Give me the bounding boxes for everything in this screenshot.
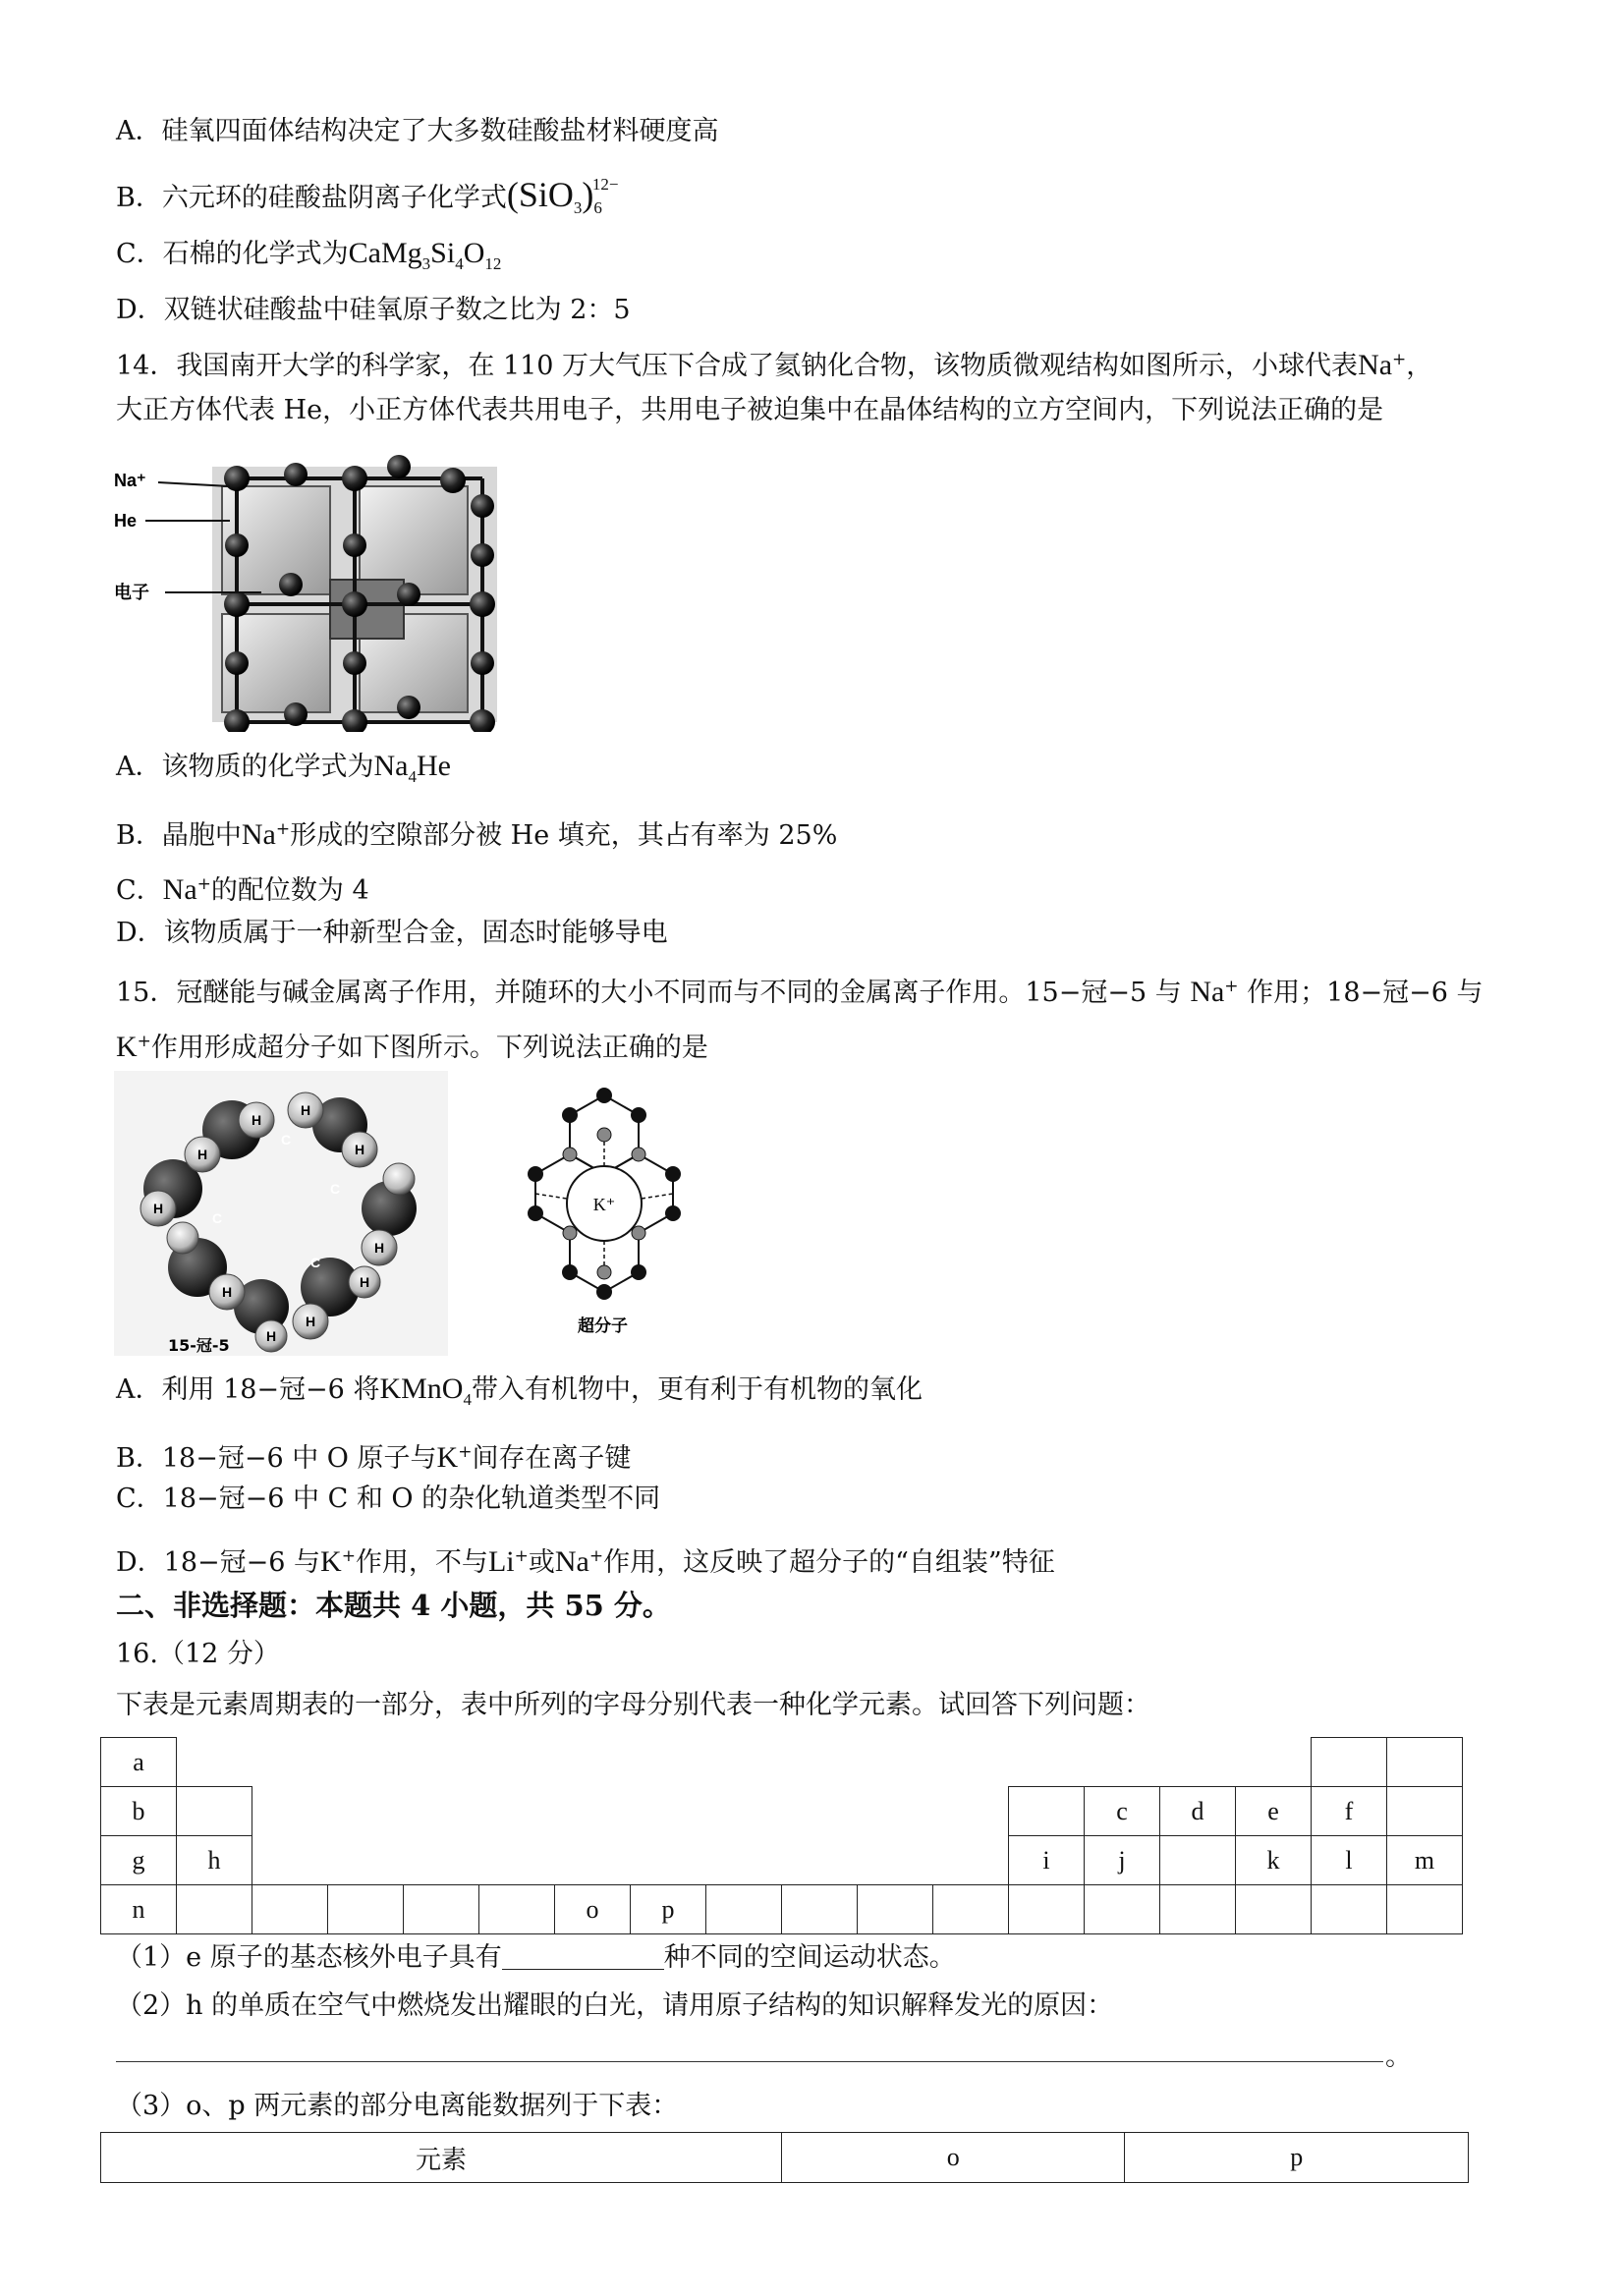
periodic-cell — [706, 1787, 782, 1836]
ie-header-o: o — [782, 2133, 1125, 2183]
ionization-energy-table — [100, 2132, 1469, 2183]
periodic-cell — [252, 1787, 328, 1836]
periodic-cell: c — [1085, 1787, 1160, 1836]
q13-option-a: A．硅氧四面体结构决定了大多数硅酸盐材料硬度高 — [116, 116, 719, 146]
q14-option-d: D．该物质属于一种新型合金，固态时能够导电 — [116, 918, 668, 948]
q14-stem-line2: 大正方体代表 He，小正方体代表共用电子，共用电子被迫集中在晶体结构的立方空间内，下列说法正确的是 — [116, 395, 1384, 425]
q15-stem-line1: 15．冠醚能与碱金属离子作用，并随环的大小不同而与不同的金属离子作用。15−冠−5 与 Na+ 作用；18−冠−6 与 — [116, 976, 1483, 1008]
periodic-row — [101, 1836, 1463, 1885]
periodic-cell — [252, 1738, 328, 1787]
periodic-cell — [1160, 1836, 1236, 1885]
periodic-cell — [328, 1787, 404, 1836]
periodic-cell: h — [177, 1836, 252, 1885]
periodic-cell — [1009, 1738, 1085, 1787]
periodic-cell — [1009, 1787, 1085, 1836]
svg-text:H: H — [152, 1201, 164, 1216]
answer-blank[interactable] — [502, 1939, 664, 1970]
periodic-cell — [555, 1738, 631, 1787]
periodic-cell — [858, 1738, 933, 1787]
periodic-cell: o — [555, 1885, 631, 1934]
q16-intro: 下表是元素周期表的一部分，表中所列的字母分别代表一种化学元素。试回答下列问题： — [116, 1690, 1150, 1720]
q15-option-c: C．18−冠−6 中 C 和 O 的杂化轨道类型不同 — [116, 1484, 661, 1514]
crown-ether-15-5-figure — [114, 1071, 448, 1356]
answer-line-end: 。 — [1385, 2042, 1412, 2072]
svg-text:H: H — [305, 1314, 316, 1329]
periodic-cell — [1160, 1738, 1236, 1787]
q13-option-b-text: B．六元环的硅酸盐阴离子化学式 — [116, 183, 507, 213]
svg-text:C: C — [211, 1210, 223, 1226]
periodic-cell — [404, 1836, 479, 1885]
periodic-cell — [631, 1836, 706, 1885]
periodic-cell — [328, 1738, 404, 1787]
periodic-cell — [328, 1885, 404, 1934]
label-electron: 电子 — [114, 583, 149, 603]
periodic-cell — [479, 1885, 555, 1934]
periodic-cell — [782, 1787, 858, 1836]
periodic-cell — [404, 1738, 479, 1787]
svg-text:H: H — [251, 1112, 262, 1128]
asbestos-formula: $CaMg_3Si_4O_{12}$ — [348, 237, 502, 273]
periodic-cell: j — [1085, 1836, 1160, 1885]
periodic-row — [101, 1787, 1463, 1836]
svg-text:H: H — [373, 1240, 385, 1256]
svg-text:C: C — [280, 1132, 292, 1148]
periodic-cell — [177, 1738, 252, 1787]
q13-option-c: C．石棉的化学式为$CaMg_3Si_4O_{12}$ — [116, 237, 502, 273]
svg-text:H: H — [196, 1147, 208, 1162]
q15-option-a: A．利用 18−冠−6 将KMnO$_4$带入有机物中，更有利于有机物的氧化 — [116, 1372, 923, 1409]
periodic-cell — [933, 1787, 1009, 1836]
q14-stem-line1: 14．我国南开大学的科学家，在 110 万大气压下合成了氦钠化合物，该物质微观结构如图所示，小球代表Na+， — [116, 349, 1433, 381]
periodic-cell: g — [101, 1836, 177, 1885]
periodic-cell — [706, 1738, 782, 1787]
svg-text:H: H — [265, 1328, 277, 1344]
crystal-structure-figure — [114, 447, 522, 732]
periodic-cell: p — [631, 1885, 706, 1934]
q16-sub2: （2）h 的单质在空气中燃烧发出耀眼的白光，请用原子结构的知识解释发光的原因： — [116, 1990, 1114, 2021]
periodic-cell — [706, 1885, 782, 1934]
k-ion-label: K⁺ — [592, 1195, 616, 1214]
periodic-cell — [1085, 1738, 1160, 1787]
periodic-cell — [328, 1836, 404, 1885]
periodic-cell — [858, 1836, 933, 1885]
periodic-cell — [1387, 1885, 1463, 1934]
periodic-cell — [404, 1885, 479, 1934]
periodic-cell — [631, 1787, 706, 1836]
periodic-row — [101, 1738, 1463, 1787]
svg-text:H: H — [359, 1274, 370, 1290]
periodic-cell: m — [1387, 1836, 1463, 1885]
svg-text:C: C — [329, 1181, 341, 1197]
ie-header-p: p — [1125, 2133, 1469, 2183]
periodic-cell — [1312, 1885, 1387, 1934]
answer-line[interactable] — [116, 2061, 1383, 2062]
periodic-cell — [555, 1787, 631, 1836]
periodic-cell — [177, 1885, 252, 1934]
periodic-cell — [782, 1885, 858, 1934]
periodic-cell — [1085, 1885, 1160, 1934]
periodic-cell: n — [101, 1885, 177, 1934]
svg-text:H: H — [354, 1142, 365, 1157]
periodic-cell: i — [1009, 1836, 1085, 1885]
q15-option-b: B．18−冠−6 中 O 原子与K+间存在离子键 — [116, 1441, 632, 1474]
q13-option-b-formula: $(SiO_3)_6^{12-}$ — [506, 175, 619, 217]
q16-sub3: （3）o、p 两元素的部分电离能数据列于下表： — [116, 2091, 679, 2121]
ie-header-element: 元素 — [101, 2133, 782, 2183]
periodic-cell — [933, 1836, 1009, 1885]
periodic-cell — [933, 1885, 1009, 1934]
periodic-cell — [177, 1787, 252, 1836]
q14-option-c: C．Na+的配位数为 4 — [116, 873, 369, 906]
periodic-cell: b — [101, 1787, 177, 1836]
q16-number: 16.（12 分） — [116, 1639, 280, 1669]
periodic-cell — [252, 1885, 328, 1934]
q13-option-d: D．双链状硅酸盐中硅氧原子数之比为 2：5 — [116, 295, 631, 325]
periodic-cell — [479, 1836, 555, 1885]
periodic-cell — [933, 1738, 1009, 1787]
label-he: He — [114, 511, 138, 531]
periodic-cell — [1387, 1738, 1463, 1787]
periodic-cell — [706, 1836, 782, 1885]
periodic-cell — [782, 1836, 858, 1885]
q16-sub1: （1）e 原子的基态核外电子具有 种不同的空间运动状态。 — [116, 1939, 956, 1976]
q13-option-b — [116, 173, 628, 226]
periodic-cell — [479, 1738, 555, 1787]
periodic-cell: a — [101, 1738, 177, 1787]
caption-15-crown-5: 15-冠-5 — [168, 1336, 230, 1355]
label-na: Na⁺ — [114, 471, 146, 490]
periodic-cell — [479, 1787, 555, 1836]
supramolecule-figure — [501, 1076, 707, 1341]
q15-stem-line2: K+作用形成超分子如下图所示。下列说法正确的是 — [116, 1031, 708, 1063]
periodic-row — [101, 1885, 1463, 1934]
q14-option-a: A．该物质的化学式为$Na_4He$ — [116, 750, 451, 786]
periodic-cell — [1236, 1885, 1312, 1934]
periodic-cell — [404, 1787, 479, 1836]
q15-option-d: D．18−冠−6 与K+作用，不与Li+或Na+作用，这反映了超分子的“自组装”特征 — [116, 1545, 1055, 1578]
periodic-cell: k — [1236, 1836, 1312, 1885]
svg-text:H: H — [300, 1102, 311, 1118]
periodic-cell — [858, 1885, 933, 1934]
periodic-cell: f — [1312, 1787, 1387, 1836]
periodic-cell — [555, 1836, 631, 1885]
periodic-cell — [252, 1836, 328, 1885]
periodic-cell: d — [1160, 1787, 1236, 1836]
periodic-cell — [1160, 1885, 1236, 1934]
svg-text:C: C — [309, 1255, 321, 1270]
periodic-cell: l — [1312, 1836, 1387, 1885]
periodic-cell — [631, 1738, 706, 1787]
periodic-cell — [1387, 1787, 1463, 1836]
periodic-cell — [1236, 1738, 1312, 1787]
caption-supramolecule: 超分子 — [578, 1316, 628, 1336]
svg-text:H: H — [221, 1284, 233, 1300]
periodic-table-fragment — [100, 1737, 1463, 1934]
periodic-cell: e — [1236, 1787, 1312, 1836]
periodic-cell — [782, 1738, 858, 1787]
periodic-cell — [1312, 1738, 1387, 1787]
periodic-cell — [858, 1787, 933, 1836]
section-heading: 二、非选择题：本题共 4 小题，共 55 分。 — [116, 1589, 671, 1622]
q14-option-b: B．晶胞中Na+形成的空隙部分被 He 填充，其占有率为 25% — [116, 818, 838, 851]
periodic-cell — [1009, 1885, 1085, 1934]
